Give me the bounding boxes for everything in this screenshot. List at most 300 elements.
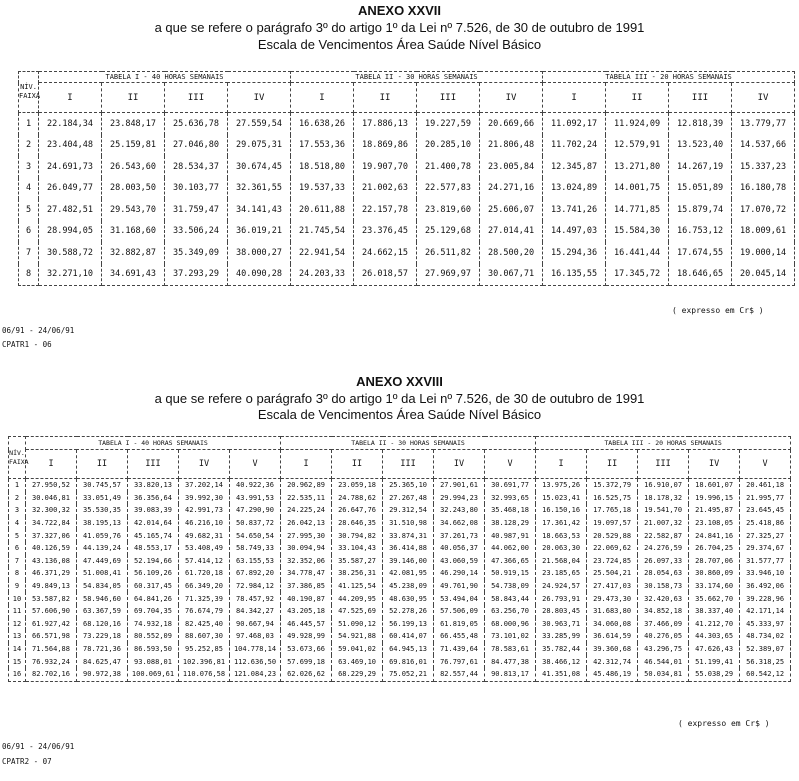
salary-cell: 22.157,78 xyxy=(354,199,417,221)
salary-cell: 28.534,37 xyxy=(165,156,228,178)
salary-cell: 63.155,53 xyxy=(230,555,281,568)
salary-cell: 47.449,69 xyxy=(77,555,128,568)
salary-cell: 14.497,03 xyxy=(543,221,606,243)
salary-cell: 30.674,45 xyxy=(228,156,291,178)
salary-cell: 37.386,85 xyxy=(281,580,332,593)
salary-cell: 38.128,29 xyxy=(485,517,536,530)
salary-cell: 35.349,09 xyxy=(165,242,228,264)
salary-cell: 104.778,14 xyxy=(230,643,281,656)
table-row xyxy=(9,555,791,568)
salary-cell: 75.052,21 xyxy=(383,668,434,681)
salary-cell: 21.002,63 xyxy=(354,178,417,200)
salary-cell: 33.946,10 xyxy=(740,567,791,580)
salary-cell: 19.537,33 xyxy=(291,178,354,200)
salary-cell: 15.051,89 xyxy=(669,178,732,200)
salary-cell: 36.356,64 xyxy=(128,492,179,505)
salary-cell: 23.005,84 xyxy=(480,156,543,178)
salary-cell: 69.704,35 xyxy=(128,605,179,618)
salary-cell: 27.995,30 xyxy=(281,529,332,542)
salary-cell: 25.365,10 xyxy=(383,479,434,492)
salary-cell: 27.046,80 xyxy=(165,135,228,157)
salary-cell: 36.019,21 xyxy=(228,221,291,243)
salary-cell: 33.820,13 xyxy=(128,479,179,492)
salary-cell: 53.587,82 xyxy=(26,592,77,605)
group-header: TABELA I - 40 HORAS SEMANAIS xyxy=(39,72,291,83)
table-row xyxy=(19,199,795,221)
salary-cell: 19.227,59 xyxy=(417,113,480,135)
salary-cell: 37.202,14 xyxy=(179,479,230,492)
column-header: IV xyxy=(434,450,485,479)
level-cell: 2 xyxy=(9,492,26,505)
salary-cell: 18.646,65 xyxy=(669,264,732,286)
salary-cell: 34.691,43 xyxy=(102,264,165,286)
table-row xyxy=(9,592,791,605)
column-header: V xyxy=(230,450,281,479)
salary-cell: 21.007,32 xyxy=(638,517,689,530)
salary-cell: 82.702,16 xyxy=(26,668,77,681)
salary-cell: 38.195,13 xyxy=(77,517,128,530)
salary-cell: 34.662,08 xyxy=(434,517,485,530)
salary-cell: 93.088,01 xyxy=(128,655,179,668)
salary-cell: 15.337,23 xyxy=(732,156,795,178)
salary-cell: 64.841,26 xyxy=(128,592,179,605)
salary-cell: 15.584,30 xyxy=(606,221,669,243)
salary-cell: 82.425,40 xyxy=(179,618,230,631)
salary-cell: 42.014,64 xyxy=(128,517,179,530)
salary-cell: 73.101,02 xyxy=(485,630,536,643)
salary-cell: 17.345,72 xyxy=(606,264,669,286)
salary-cell: 50.034,81 xyxy=(638,668,689,681)
column-header: I xyxy=(26,450,77,479)
salary-cell: 38.337,40 xyxy=(689,605,740,618)
table-row xyxy=(9,618,791,631)
level-cell: 2 xyxy=(19,135,39,157)
salary-cell: 40.276,05 xyxy=(638,630,689,643)
salary-cell: 23.645,45 xyxy=(740,504,791,517)
salary-cell: 50.919,15 xyxy=(485,567,536,580)
salary-cell: 13.024,89 xyxy=(543,178,606,200)
table-row xyxy=(9,517,791,530)
level-cell: 4 xyxy=(19,178,39,200)
salary-cell: 22.941,54 xyxy=(291,242,354,264)
salary-cell: 84.342,27 xyxy=(230,605,281,618)
salary-cell: 57.699,18 xyxy=(281,655,332,668)
salary-cell: 51.199,41 xyxy=(689,655,740,668)
salary-cell: 14.267,19 xyxy=(669,156,732,178)
salary-cell: 14.537,66 xyxy=(732,135,795,157)
group-header: TABELA I - 40 HORAS SEMANAIS xyxy=(26,437,281,450)
salary-cell: 61.819,05 xyxy=(434,618,485,631)
salary-cell: 60.542,12 xyxy=(740,668,791,681)
column-header: III xyxy=(165,83,228,113)
salary-cell: 69.816,01 xyxy=(383,655,434,668)
salary-cell: 30.588,72 xyxy=(39,242,102,264)
table-row xyxy=(19,221,795,243)
table-row xyxy=(9,655,791,668)
salary-cell: 39.083,39 xyxy=(128,504,179,517)
table-row xyxy=(9,567,791,580)
salary-cell: 11.702,24 xyxy=(543,135,606,157)
level-range-header: NÍV. FAIXA xyxy=(9,437,26,479)
column-header: III xyxy=(128,450,179,479)
table-row xyxy=(19,178,795,200)
salary-cell: 15.023,41 xyxy=(536,492,587,505)
salary-cell: 57.606,90 xyxy=(26,605,77,618)
salary-cell: 26.018,57 xyxy=(354,264,417,286)
salary-cell: 37.327,06 xyxy=(26,529,77,542)
level-cell: 15 xyxy=(9,655,26,668)
salary-cell: 95.252,85 xyxy=(179,643,230,656)
salary-cell: 24.225,24 xyxy=(281,504,332,517)
salary-cell: 71.564,88 xyxy=(26,643,77,656)
salary-cell: 31.759,47 xyxy=(165,199,228,221)
salary-cell: 40.987,91 xyxy=(485,529,536,542)
salary-cell: 20.285,10 xyxy=(417,135,480,157)
salary-cell: 13.741,26 xyxy=(543,199,606,221)
salary-cell: 41.351,08 xyxy=(536,668,587,681)
salary-cell: 26.647,76 xyxy=(332,504,383,517)
level-cell: 5 xyxy=(19,199,39,221)
salary-cell: 20.529,88 xyxy=(587,529,638,542)
column-header: IV xyxy=(179,450,230,479)
salary-cell: 48.630,95 xyxy=(383,592,434,605)
salary-cell: 32.352,06 xyxy=(281,555,332,568)
salary-cell: 42.991,73 xyxy=(179,504,230,517)
salary-cell: 30.691,77 xyxy=(485,479,536,492)
salary-cell: 28.054,63 xyxy=(638,567,689,580)
salary-cell: 57.414,12 xyxy=(179,555,230,568)
table-row xyxy=(9,580,791,593)
group-header: TABELA III - 20 HORAS SEMANAIS xyxy=(543,72,795,83)
salary-cell: 51.008,41 xyxy=(77,567,128,580)
salary-cell: 48.553,17 xyxy=(128,542,179,555)
salary-cell: 23.376,45 xyxy=(354,221,417,243)
column-header: II xyxy=(77,450,128,479)
salary-cell: 58.749,33 xyxy=(230,542,281,555)
salary-cell: 20.611,88 xyxy=(291,199,354,221)
salary-cell: 54.738,09 xyxy=(485,580,536,593)
salary-cell: 53.494,04 xyxy=(434,592,485,605)
column-header: III xyxy=(669,83,732,113)
salary-cell: 76.674,79 xyxy=(179,605,230,618)
salary-cell: 61.720,18 xyxy=(179,567,230,580)
salary-cell: 66.455,48 xyxy=(434,630,485,643)
level-cell: 7 xyxy=(19,242,39,264)
salary-cell: 50.837,72 xyxy=(230,517,281,530)
salary-cell: 20.962,89 xyxy=(281,479,332,492)
salary-cell: 13.779,77 xyxy=(732,113,795,135)
salary-cell: 17.765,18 xyxy=(587,504,638,517)
salary-cell: 30.046,81 xyxy=(26,492,77,505)
footer-code: CPATR1 - 06 xyxy=(2,340,52,349)
salary-cell: 22.582,87 xyxy=(638,529,689,542)
salary-cell: 26.511,82 xyxy=(417,242,480,264)
salary-cell: 20.461,18 xyxy=(740,479,791,492)
level-cell: 8 xyxy=(19,264,39,286)
salary-cell: 64.945,13 xyxy=(383,643,434,656)
salary-cell: 27.559,54 xyxy=(228,113,291,135)
salary-cell: 38.000,27 xyxy=(228,242,291,264)
salary-cell: 32.420,63 xyxy=(638,592,689,605)
salary-cell: 17.553,36 xyxy=(291,135,354,157)
salary-cell: 41.125,54 xyxy=(332,580,383,593)
table-row xyxy=(9,504,791,517)
salary-cell: 58.843,44 xyxy=(485,592,536,605)
salary-cell: 68.120,16 xyxy=(77,618,128,631)
salary-cell: 90.813,17 xyxy=(485,668,536,681)
salary-cell: 18.869,86 xyxy=(354,135,417,157)
salary-cell: 88.607,30 xyxy=(179,630,230,643)
salary-cell: 49.761,90 xyxy=(434,580,485,593)
salary-cell: 97.468,03 xyxy=(230,630,281,643)
column-header: V xyxy=(485,450,536,479)
salary-cell: 30.094,94 xyxy=(281,542,332,555)
salary-cell: 28.500,20 xyxy=(480,242,543,264)
currency-note: ( expresso em Cr$ ) xyxy=(672,306,764,315)
salary-cell: 33.104,43 xyxy=(332,542,383,555)
salary-cell: 47.366,65 xyxy=(485,555,536,568)
table-row xyxy=(9,643,791,656)
salary-cell: 26.097,33 xyxy=(638,555,689,568)
salary-cell: 48.734,02 xyxy=(740,630,791,643)
salary-cell: 52.194,66 xyxy=(128,555,179,568)
salary-cell: 33.174,60 xyxy=(689,580,740,593)
annex1-scale-title: Escala de Vencimentos Área Saúde Nível Básico xyxy=(257,37,542,52)
salary-cell: 12.345,87 xyxy=(543,156,606,178)
salary-cell: 31.683,80 xyxy=(587,605,638,618)
salary-cell: 39.146,00 xyxy=(383,555,434,568)
salary-cell: 32.300,32 xyxy=(26,504,77,517)
salary-cell: 51.090,12 xyxy=(332,618,383,631)
salary-cell: 25.129,68 xyxy=(417,221,480,243)
salary-cell: 37.293,29 xyxy=(165,264,228,286)
salary-table-annex2 xyxy=(8,436,791,682)
salary-cell: 55.038,29 xyxy=(689,668,740,681)
salary-cell: 73.229,18 xyxy=(77,630,128,643)
salary-cell: 25.418,86 xyxy=(740,517,791,530)
footer-date: 06/91 - 24/06/91 xyxy=(2,742,75,751)
salary-cell: 63.469,10 xyxy=(332,655,383,668)
salary-cell: 35.468,18 xyxy=(485,504,536,517)
salary-cell: 28.003,50 xyxy=(102,178,165,200)
salary-cell: 68.000,96 xyxy=(485,618,536,631)
salary-cell: 47.290,90 xyxy=(230,504,281,517)
salary-cell: 24.788,62 xyxy=(332,492,383,505)
level-cell: 16 xyxy=(9,668,26,681)
salary-cell: 15.879,74 xyxy=(669,199,732,221)
salary-cell: 23.185,65 xyxy=(536,567,587,580)
salary-cell: 33.506,24 xyxy=(165,221,228,243)
footer-date: 06/91 - 24/06/91 xyxy=(2,326,75,335)
level-cell: 7 xyxy=(9,555,26,568)
salary-cell: 16.135,55 xyxy=(543,264,606,286)
level-range-header: NÍV. FAIXA xyxy=(19,72,39,113)
salary-cell: 31.168,60 xyxy=(102,221,165,243)
level-cell: 4 xyxy=(9,517,26,530)
salary-cell: 42.312,74 xyxy=(587,655,638,668)
salary-cell: 18.601,07 xyxy=(689,479,740,492)
salary-cell: 41.212,70 xyxy=(689,618,740,631)
column-header: I xyxy=(281,450,332,479)
salary-cell: 11.092,17 xyxy=(543,113,606,135)
salary-cell: 21.745,54 xyxy=(291,221,354,243)
salary-cell: 71.439,64 xyxy=(434,643,485,656)
salary-cell: 42.171,14 xyxy=(740,605,791,618)
column-header: III xyxy=(417,83,480,113)
salary-cell: 41.059,76 xyxy=(77,529,128,542)
level-cell: 13 xyxy=(9,630,26,643)
salary-cell: 46.216,10 xyxy=(179,517,230,530)
salary-cell: 18.663,53 xyxy=(536,529,587,542)
salary-cell: 74.932,18 xyxy=(128,618,179,631)
salary-cell: 17.070,72 xyxy=(732,199,795,221)
salary-cell: 27.950,52 xyxy=(26,479,77,492)
salary-cell: 36.614,59 xyxy=(587,630,638,643)
salary-cell: 30.860,09 xyxy=(689,567,740,580)
salary-cell: 13.975,26 xyxy=(536,479,587,492)
salary-cell: 11.924,09 xyxy=(606,113,669,135)
salary-cell: 30.963,71 xyxy=(536,618,587,631)
salary-cell: 23.404,48 xyxy=(39,135,102,157)
salary-cell: 19.000,14 xyxy=(732,242,795,264)
salary-cell: 39.360,68 xyxy=(587,643,638,656)
salary-cell: 25.159,81 xyxy=(102,135,165,157)
salary-cell: 27.482,51 xyxy=(39,199,102,221)
column-header: III xyxy=(383,450,434,479)
salary-cell: 28.707,06 xyxy=(689,555,740,568)
salary-cell: 26.042,13 xyxy=(281,517,332,530)
salary-cell: 20.045,14 xyxy=(732,264,795,286)
salary-cell: 80.552,09 xyxy=(128,630,179,643)
salary-cell: 54.650,54 xyxy=(230,529,281,542)
salary-cell: 27.325,27 xyxy=(740,529,791,542)
salary-cell: 45.486,19 xyxy=(587,668,638,681)
salary-cell: 38.256,31 xyxy=(332,567,383,580)
salary-cell: 39.992,30 xyxy=(179,492,230,505)
salary-cell: 38.466,12 xyxy=(536,655,587,668)
salary-cell: 63.256,70 xyxy=(485,605,536,618)
salary-cell: 49.849,13 xyxy=(26,580,77,593)
salary-cell: 112.636,50 xyxy=(230,655,281,668)
salary-cell: 32.993,65 xyxy=(485,492,536,505)
group-header: TABELA II - 30 HORAS SEMANAIS xyxy=(281,437,536,450)
salary-cell: 30.745,57 xyxy=(77,479,128,492)
salary-cell: 61.927,42 xyxy=(26,618,77,631)
column-header: I xyxy=(291,83,354,113)
table-row xyxy=(9,479,791,492)
salary-cell: 102.396,81 xyxy=(179,655,230,668)
salary-cell: 12.818,39 xyxy=(669,113,732,135)
salary-cell: 30.158,73 xyxy=(638,580,689,593)
currency-note: ( expresso em Cr$ ) xyxy=(678,719,770,728)
salary-cell: 21.400,78 xyxy=(417,156,480,178)
salary-cell: 15.372,79 xyxy=(587,479,638,492)
column-header: II xyxy=(102,83,165,113)
salary-cell: 60.317,45 xyxy=(128,580,179,593)
salary-cell: 25.636,78 xyxy=(165,113,228,135)
salary-cell: 78.721,36 xyxy=(77,643,128,656)
column-header: IV xyxy=(732,83,795,113)
salary-cell: 25.606,07 xyxy=(480,199,543,221)
salary-cell: 28.646,35 xyxy=(332,517,383,530)
salary-cell: 49.682,31 xyxy=(179,529,230,542)
salary-cell: 29.994,23 xyxy=(434,492,485,505)
salary-cell: 46.290,14 xyxy=(434,567,485,580)
salary-cell: 27.969,97 xyxy=(417,264,480,286)
salary-cell: 44.303,65 xyxy=(689,630,740,643)
salary-cell: 45.238,09 xyxy=(383,580,434,593)
salary-cell: 76.932,24 xyxy=(26,655,77,668)
level-cell: 12 xyxy=(9,618,26,631)
salary-cell: 19.541,70 xyxy=(638,504,689,517)
salary-cell: 56.109,26 xyxy=(128,567,179,580)
salary-cell: 44.139,24 xyxy=(77,542,128,555)
level-cell: 8 xyxy=(9,567,26,580)
salary-cell: 44.062,00 xyxy=(485,542,536,555)
salary-cell: 72.984,12 xyxy=(230,580,281,593)
table-row xyxy=(9,668,791,681)
salary-cell: 62.026,62 xyxy=(281,668,332,681)
salary-cell: 49.928,99 xyxy=(281,630,332,643)
salary-cell: 18.518,80 xyxy=(291,156,354,178)
level-cell: 1 xyxy=(19,113,39,135)
salary-cell: 40.190,87 xyxy=(281,592,332,605)
salary-cell: 24.276,59 xyxy=(638,542,689,555)
salary-cell: 25.504,21 xyxy=(587,567,638,580)
salary-cell: 34.852,18 xyxy=(638,605,689,618)
salary-cell: 45.165,74 xyxy=(128,529,179,542)
salary-cell: 33.285,99 xyxy=(536,630,587,643)
salary-cell: 40.922,36 xyxy=(230,479,281,492)
annex2-subtitle: a que se refere o parágrafo 3º do artigo 1º da Lei nº 7.526, de 30 de outubro de 1991 xyxy=(154,391,645,406)
salary-cell: 24.203,33 xyxy=(291,264,354,286)
annex2-title: ANEXO XXVIII xyxy=(356,374,443,389)
salary-cell: 37.261,73 xyxy=(434,529,485,542)
salary-cell: 24.691,73 xyxy=(39,156,102,178)
salary-cell: 16.753,12 xyxy=(669,221,732,243)
salary-cell: 35.662,70 xyxy=(689,592,740,605)
salary-cell: 40.126,59 xyxy=(26,542,77,555)
salary-cell: 14.771,85 xyxy=(606,199,669,221)
level-cell: 3 xyxy=(9,504,26,517)
salary-cell: 13.523,40 xyxy=(669,135,732,157)
annex1-subtitle: a que se refere o parágrafo 3º do artigo 1º da Lei nº 7.526, de 30 de outubro de 1991 xyxy=(154,20,645,35)
salary-cell: 52.278,26 xyxy=(383,605,434,618)
salary-cell: 26.049,77 xyxy=(39,178,102,200)
column-header: IV xyxy=(228,83,291,113)
salary-cell: 31.510,98 xyxy=(383,517,434,530)
column-header: IV xyxy=(689,450,740,479)
table-row xyxy=(9,542,791,555)
salary-cell: 18.178,32 xyxy=(638,492,689,505)
table-row xyxy=(19,113,795,135)
salary-cell: 34.141,43 xyxy=(228,199,291,221)
salary-cell: 28.803,45 xyxy=(536,605,587,618)
salary-cell: 57.506,09 xyxy=(434,605,485,618)
salary-cell: 46.371,29 xyxy=(26,567,77,580)
table-row xyxy=(19,135,795,157)
salary-cell: 30.103,77 xyxy=(165,178,228,200)
salary-cell: 37.466,09 xyxy=(638,618,689,631)
level-cell: 1 xyxy=(9,479,26,492)
salary-cell: 24.271,16 xyxy=(480,178,543,200)
salary-cell: 82.557,44 xyxy=(434,668,485,681)
salary-cell: 43.136,08 xyxy=(26,555,77,568)
salary-cell: 63.367,59 xyxy=(77,605,128,618)
salary-cell: 22.184,34 xyxy=(39,113,102,135)
salary-cell: 47.626,43 xyxy=(689,643,740,656)
level-cell: 5 xyxy=(9,529,26,542)
